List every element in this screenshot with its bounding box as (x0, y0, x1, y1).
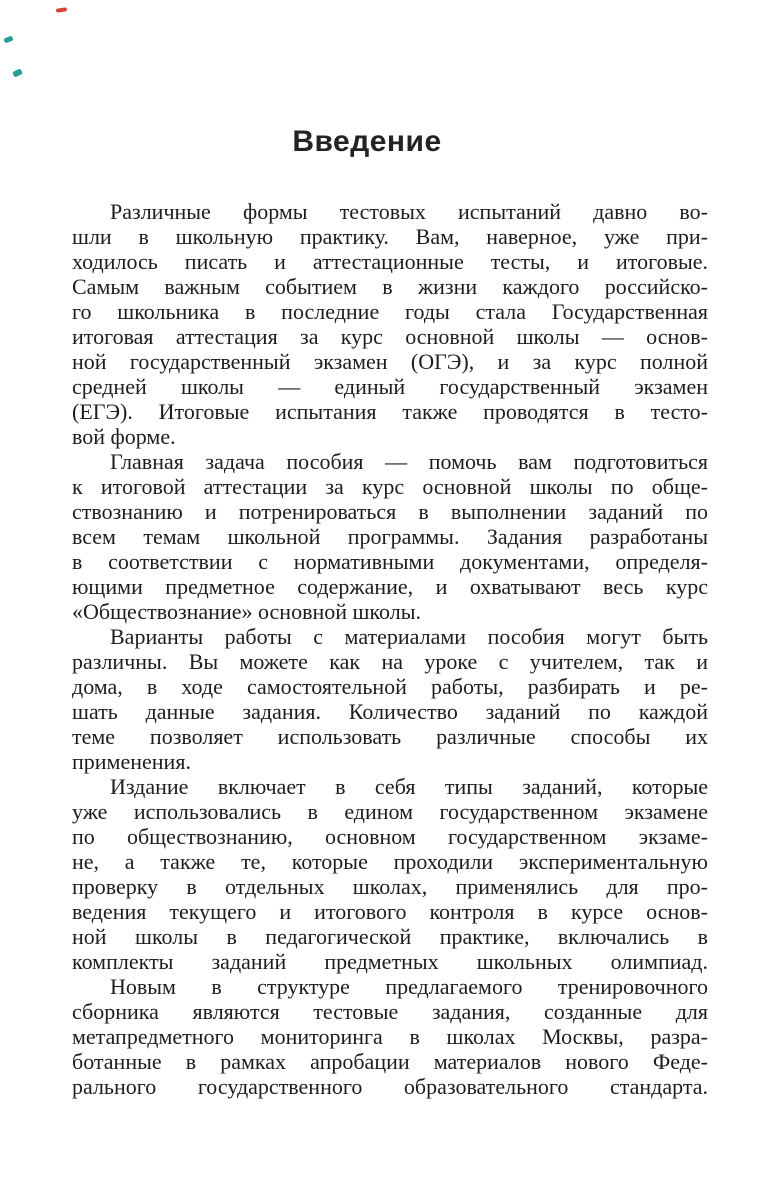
text-line: итоговая аттестация за курс основной школы — основ- (72, 324, 708, 349)
text-line: ной государственный экзамен (ОГЭ), и за курс полной (72, 349, 708, 374)
text-line: проверку в отдельных школах, применялись для про- (72, 874, 708, 899)
text-line: «Обществознание» основной школы. (72, 599, 421, 624)
text-line: Самым важным событием в жизни каждого российско- (72, 274, 708, 299)
text-line: по обществознанию, основном государственном экзаме- (72, 824, 708, 849)
text-line: комплекты заданий предметных школьных олимпиад. (72, 949, 708, 974)
text-line: ствознанию и потренироваться в выполнении заданий по (72, 499, 708, 524)
teal-scan-mark (12, 68, 23, 77)
text-line: Варианты работы с материалами пособия могут быть (110, 624, 708, 649)
text-line: всем темам школьной программы. Задания разработаны (72, 524, 708, 549)
page-title: Введение (292, 125, 442, 158)
text-line: применения. (72, 749, 191, 774)
text-line: не, а также те, которые проходили экспериментальную (72, 849, 708, 874)
body-text (72, 199, 708, 1099)
text-line: уже использовались в едином государственном экзамене (72, 799, 708, 824)
text-line: в соответствии с нормативными документами, определя- (72, 549, 708, 574)
text-line: ведения текущего и итогового контроля в курсе основ- (72, 899, 708, 924)
text-line: к итоговой аттестации за курс основной школы по обще- (72, 474, 708, 499)
text-line: ющими предметное содержание, и охватывают весь курс (72, 574, 708, 599)
text-line: Новым в структуре предлагаемого тренировочного (110, 974, 708, 999)
text-line: ботанные в рамках апробации материалов нового Феде- (72, 1049, 708, 1074)
teal-scan-mark (3, 36, 13, 44)
text-line: ходилось писать и аттестационные тесты, и итоговые. (72, 249, 708, 274)
text-line: дома, в ходе самостоятельной работы, разбирать и ре- (72, 674, 708, 699)
text-line: го школьника в последние годы стала Государственная (72, 299, 708, 324)
text-line: ной школы в педагогической практике, включались в (72, 924, 708, 949)
text-line: сборника являются тестовые задания, созданные для (72, 999, 708, 1024)
text-line: рального государственного образовательного стандарта. (72, 1074, 708, 1099)
text-line: различны. Вы можете как на уроке с учителем, так и (72, 649, 708, 674)
text-line: (ЕГЭ). Итоговые испытания также проводятся в тесто- (72, 399, 708, 424)
text-line: вой форме. (72, 424, 176, 449)
text-line: Различные формы тестовых испытаний давно во- (110, 199, 708, 224)
text-line: метапредметного мониторинга в школах Москвы, разра- (72, 1024, 708, 1049)
text-line: теме позволяет использовать различные способы их (72, 724, 708, 749)
text-line: Главная задача пособия — помочь вам подготовиться (110, 449, 708, 474)
text-line: шать данные задания. Количество заданий по каждой (72, 699, 708, 724)
text-line: средней школы — единый государственный экзамен (72, 374, 708, 399)
text-line: Издание включает в себя типы заданий, которые (110, 774, 708, 799)
text-line: шли в школьную практику. Вам, наверное, уже при- (72, 224, 708, 249)
